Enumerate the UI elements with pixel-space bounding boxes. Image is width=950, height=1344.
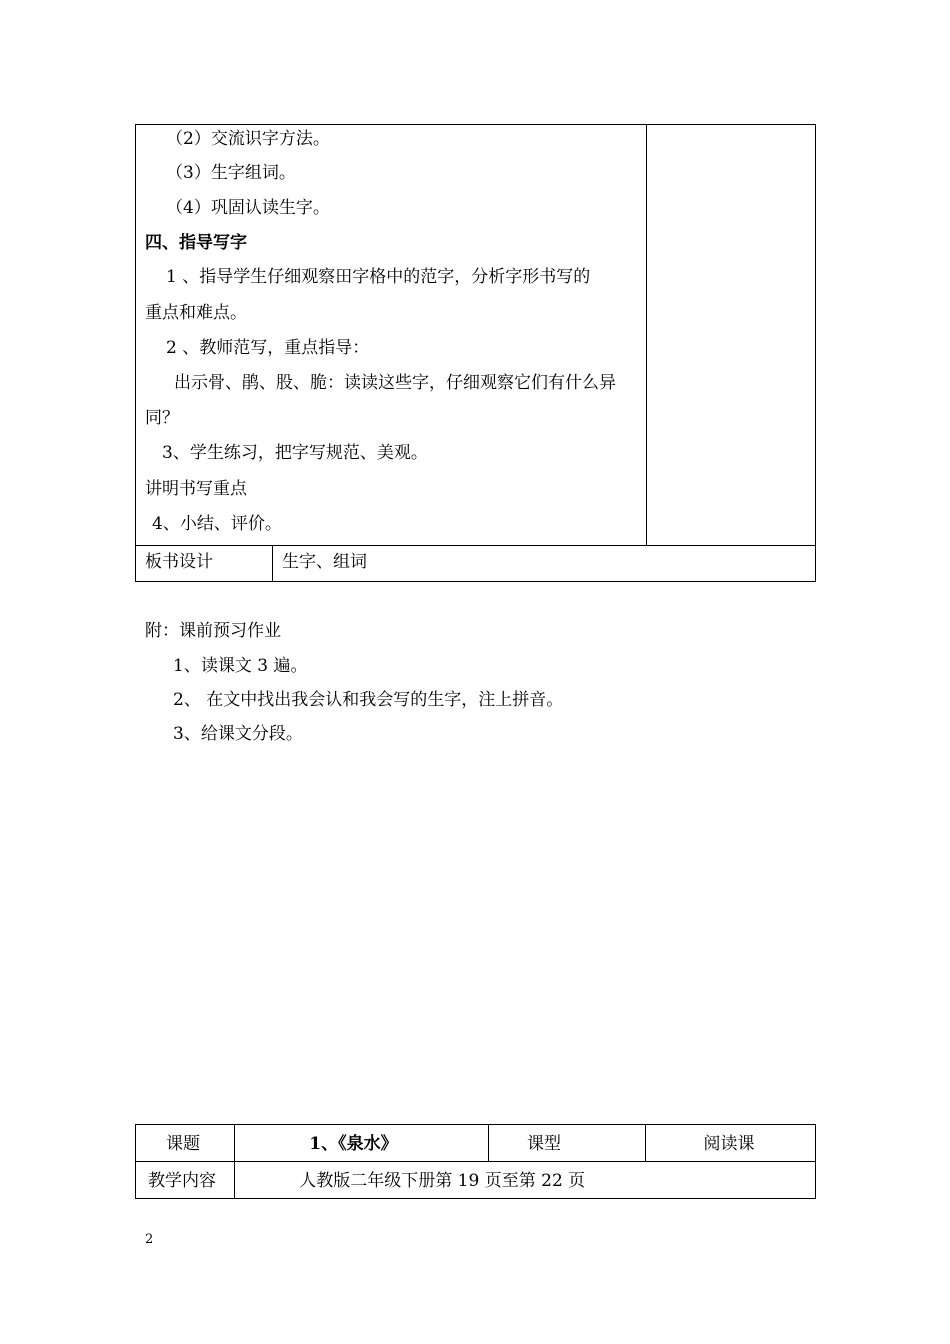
topic-value: 1、《泉水》 [309, 1134, 398, 1154]
lesson-plan-table [135, 124, 816, 582]
step-line: 重点和难点。 [145, 303, 247, 323]
content-label: 教学内容 [148, 1171, 216, 1191]
step-line: （4）巩固认读生字。 [166, 198, 330, 218]
content-label-cell [136, 1162, 235, 1199]
appendix-title: 附：课前预习作业 [145, 621, 281, 641]
content-value: 人教版二年级下册第 19 页至第 22 页 [299, 1171, 586, 1191]
step-line: 4、小结、评价。 [152, 514, 282, 534]
lesson-steps-cell [136, 125, 647, 546]
step-line: （2）交流识字方法。 [166, 129, 330, 149]
appendix-item: 2、 在文中找出我会认和我会写的生字，注上拼音。 [173, 690, 564, 710]
board-design-value: 生字、组词 [282, 552, 367, 572]
appendix-item: 3、给课文分段。 [173, 724, 303, 744]
section-heading: 四、指导写字 [145, 233, 247, 253]
topic-value-cell [235, 1125, 489, 1162]
board-design-label: 板书设计 [145, 552, 213, 572]
step-line: 2 、教师范写，重点指导： [166, 338, 370, 358]
content-value-cell [235, 1162, 816, 1199]
type-value-cell [646, 1125, 816, 1162]
type-label: 课型 [527, 1134, 562, 1154]
step-line: 3、学生练习，把字写规范、美观。 [162, 443, 428, 463]
type-label-cell [489, 1125, 646, 1162]
page-number: 2 [145, 1232, 154, 1247]
step-line: 讲明书写重点 [145, 479, 247, 499]
lesson-info-table [135, 1124, 816, 1199]
step-line: 同？ [145, 408, 179, 428]
appendix-item: 1、读课文 3 遍。 [173, 656, 308, 676]
step-line: （3）生字组词。 [166, 163, 296, 183]
board-design-label-cell [136, 546, 273, 582]
step-line: 1 、指导学生仔细观察田字格中的范字，分析字形书写的 [166, 267, 591, 287]
topic-label-cell [136, 1125, 235, 1162]
notes-cell [647, 125, 816, 546]
step-line: 出示骨、鹃、股、脆：读读这些字，仔细观察它们有什么异 [174, 373, 616, 393]
board-design-value-cell [273, 546, 816, 582]
type-value: 阅读课 [703, 1134, 755, 1154]
topic-label: 课题 [166, 1134, 200, 1154]
